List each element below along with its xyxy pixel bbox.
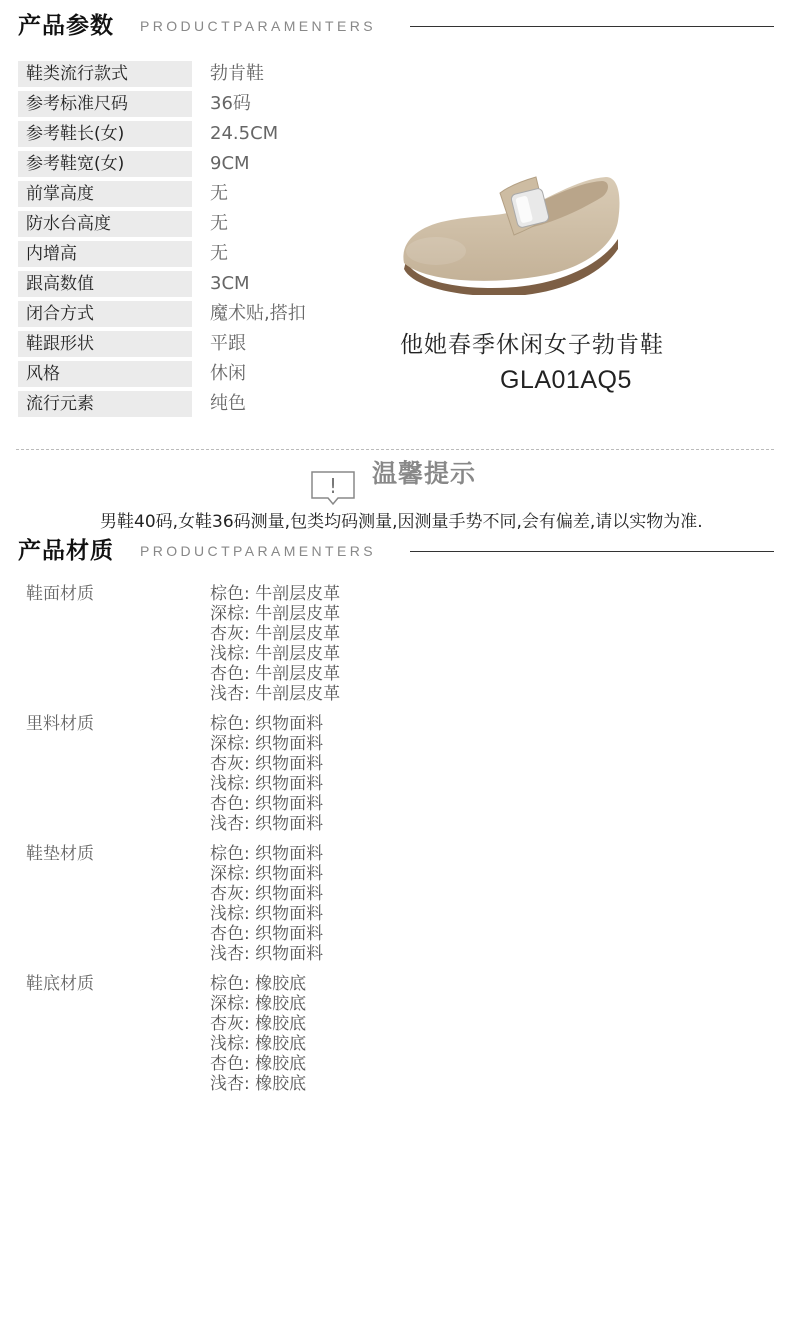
material-value: 浅棕: 织物面料	[210, 904, 324, 924]
param-value: 魔术贴,搭扣	[210, 303, 306, 324]
param-label: 参考鞋宽(女)	[18, 151, 192, 177]
material-value: 杏灰: 橡胶底	[210, 1014, 307, 1034]
section-title: 产品材质	[18, 538, 114, 564]
param-label: 鞋类流行款式	[18, 61, 192, 87]
param-row	[18, 361, 418, 387]
param-label: 内增高	[18, 241, 192, 267]
material-label: 鞋面材质	[26, 584, 94, 604]
material-value: 杏色: 织物面料	[210, 924, 324, 944]
section-subtitle: PRODUCTPARAMENTERS	[140, 18, 376, 34]
product-shoe-image	[396, 165, 626, 295]
param-value: 24.5CM	[210, 123, 279, 144]
param-value: 勃肯鞋	[210, 63, 264, 84]
param-value: 9CM	[210, 153, 250, 174]
section-header-params	[0, 6, 790, 46]
section-title: 产品参数	[18, 13, 114, 39]
material-value: 棕色: 织物面料	[210, 714, 324, 734]
param-label: 参考鞋长(女)	[18, 121, 192, 147]
material-value: 棕色: 牛剖层皮革	[210, 584, 341, 604]
material-value: 深棕: 牛剖层皮革	[210, 604, 341, 624]
param-row	[18, 61, 418, 87]
param-row	[18, 181, 418, 207]
material-value: 浅棕: 橡胶底	[210, 1034, 307, 1054]
param-value: 休闲	[210, 363, 246, 384]
param-value: 纯色	[210, 393, 246, 414]
param-value: 无	[210, 243, 228, 264]
param-value: 3CM	[210, 273, 250, 294]
tip-title: 温馨提示	[372, 459, 477, 488]
param-value: 无	[210, 213, 228, 234]
material-value: 杏灰: 织物面料	[210, 754, 324, 774]
param-label: 跟高数值	[18, 271, 192, 297]
material-value: 深棕: 织物面料	[210, 864, 324, 884]
divider	[410, 26, 774, 27]
material-value: 深棕: 橡胶底	[210, 994, 307, 1014]
exclamation-icon	[310, 470, 356, 506]
material-label: 鞋垫材质	[26, 844, 94, 864]
section-header-materials	[0, 531, 790, 571]
tip-text: 男鞋40码,女鞋36码测量,包类均码测量,因测量手势不同,会有偏差,请以实物为准.	[100, 512, 703, 532]
param-row	[18, 391, 418, 417]
param-value: 平跟	[210, 333, 246, 354]
material-value: 棕色: 织物面料	[210, 844, 324, 864]
dashed-divider	[16, 449, 774, 450]
material-values	[210, 714, 323, 834]
param-row	[18, 211, 418, 237]
material-value: 杏灰: 织物面料	[210, 884, 324, 904]
material-value: 浅棕: 织物面料	[210, 774, 324, 794]
param-row	[18, 241, 418, 267]
material-value: 棕色: 橡胶底	[210, 974, 307, 994]
material-value: 浅杏: 织物面料	[210, 944, 324, 964]
product-code: GLA01AQ5	[500, 366, 632, 394]
param-label: 参考标准尺码	[18, 91, 192, 117]
material-value: 杏色: 织物面料	[210, 794, 324, 814]
product-name: 他她春季休闲女子勃肯鞋	[400, 332, 664, 358]
material-value: 浅杏: 牛剖层皮革	[210, 684, 341, 704]
material-value: 浅杏: 织物面料	[210, 814, 324, 834]
param-label: 流行元素	[18, 391, 192, 417]
param-row	[18, 331, 418, 357]
material-value: 浅棕: 牛剖层皮革	[210, 644, 341, 664]
param-row	[18, 91, 418, 117]
material-values	[210, 584, 340, 704]
param-label: 风格	[18, 361, 192, 387]
section-subtitle: PRODUCTPARAMENTERS	[140, 543, 376, 559]
param-value: 无	[210, 183, 228, 204]
material-values	[210, 974, 306, 1094]
param-row	[18, 301, 418, 327]
material-label: 里料材质	[26, 714, 94, 734]
param-label: 闭合方式	[18, 301, 192, 327]
param-label: 前掌高度	[18, 181, 192, 207]
material-value: 杏灰: 牛剖层皮革	[210, 624, 341, 644]
param-value: 36码	[210, 93, 251, 114]
param-row	[18, 271, 418, 297]
material-value: 深棕: 织物面料	[210, 734, 324, 754]
exclamation-glyph: !	[328, 474, 338, 498]
material-value: 浅杏: 橡胶底	[210, 1074, 307, 1094]
param-label: 防水台高度	[18, 211, 192, 237]
param-label: 鞋跟形状	[18, 331, 192, 357]
material-value: 杏色: 牛剖层皮革	[210, 664, 341, 684]
material-value: 杏色: 橡胶底	[210, 1054, 307, 1074]
param-row	[18, 121, 418, 147]
material-label: 鞋底材质	[26, 974, 94, 994]
param-row	[18, 151, 418, 177]
material-values	[210, 844, 323, 964]
divider	[410, 551, 774, 552]
